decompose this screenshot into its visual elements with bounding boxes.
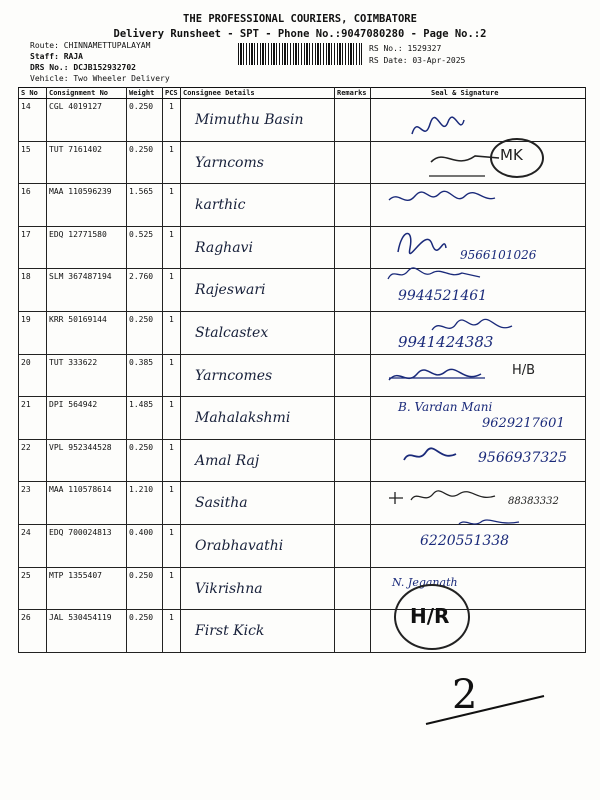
consignee-name: First Kick [195, 623, 265, 640]
cell-sno: 26 [19, 610, 47, 653]
rs-date-label: RS Date: [369, 56, 408, 65]
hr-stamp: H/R [410, 604, 450, 628]
cell-remarks [335, 354, 371, 397]
drs-value: DCJB152932702 [73, 63, 136, 72]
phone-row-20: 9941424383 [398, 333, 494, 351]
route-value: CHINNAMETTUPALAYAM [63, 41, 151, 50]
cell-remarks [335, 524, 371, 567]
cell-remarks [335, 141, 371, 184]
phone-row-17: 9566101026 [460, 248, 537, 262]
signature-row-21: B. Vardan Mani [398, 400, 493, 414]
cell-weight: 0.250 [127, 610, 163, 653]
consignee-name: Yarncomes [195, 367, 273, 384]
cell-consignee [181, 99, 335, 142]
cell-consignee [181, 354, 335, 397]
consignee-name: Sasitha [195, 495, 248, 512]
cell-consignment: EDQ 700024813 [47, 524, 127, 567]
mk-stamp: MK [500, 146, 523, 164]
phone-row-21: 9629217601 [482, 416, 565, 431]
consignee-name: Mahalakshmi [195, 410, 291, 427]
cell-pcs: 1 [163, 141, 181, 184]
cell-consignment: MTP 1355407 [47, 567, 127, 610]
cell-pcs: 1 [163, 99, 181, 142]
cell-consignment: DPI 564942 [47, 397, 127, 440]
cell-sno: 25 [19, 567, 47, 610]
cell-sno: 15 [19, 141, 47, 184]
cell-consignment: MAA 110578614 [47, 482, 127, 525]
page-mark-stroke [420, 690, 550, 730]
col-consignment: Consignment No [47, 88, 127, 99]
cell-sno: 14 [19, 99, 47, 142]
cell-remarks [335, 482, 371, 525]
cell-remarks [335, 610, 371, 653]
consignee-name: Vikrishna [195, 580, 263, 597]
cell-remarks [335, 184, 371, 227]
vehicle-label: Vehicle: [30, 74, 69, 83]
rs-date-value: 03-Apr-2025 [412, 56, 466, 65]
col-pcs: PCS [163, 88, 181, 99]
rs-no-line [369, 44, 441, 53]
cell-sno: 20 [19, 354, 47, 397]
signature-row-22 [400, 446, 460, 468]
cell-remarks [335, 397, 371, 440]
cell-consignee [181, 269, 335, 312]
cell-consignment: KRR 50169144 [47, 311, 127, 354]
document-subtitle: Delivery Runsheet - SPT - Phone No.:9047080280 - Page No.:2 [113, 28, 487, 40]
cell-weight: 0.400 [127, 524, 163, 567]
consignee-name: Rajeswari [195, 282, 266, 299]
cell-pcs: 1 [163, 524, 181, 567]
cell-pcs: 1 [163, 610, 181, 653]
cell-pcs: 1 [163, 311, 181, 354]
cell-weight: 1.210 [127, 482, 163, 525]
consignee-name: Amal Raj [195, 452, 260, 469]
cell-sno: 19 [19, 311, 47, 354]
cell-sno: 18 [19, 269, 47, 312]
col-seal: Seal & Signature [371, 88, 586, 99]
signature-row-16 [385, 188, 505, 210]
col-remarks: Remarks [335, 88, 371, 99]
cell-pcs: 1 [163, 439, 181, 482]
hb-stamp: H/B [512, 363, 536, 378]
cell-weight: 0.385 [127, 354, 163, 397]
table-header-row [19, 88, 586, 99]
consignee-name: Stalcastex [195, 324, 269, 341]
cell-consignee [181, 226, 335, 269]
col-weight: Weight [127, 88, 163, 99]
signature-row-25: N. Jeganath [392, 576, 458, 589]
drs-label: DRS No.: [30, 63, 69, 72]
cell-consignee [181, 524, 335, 567]
cell-consignee [181, 311, 335, 354]
cell-sno: 17 [19, 226, 47, 269]
cell-pcs: 1 [163, 397, 181, 440]
rs-no-value: 1529327 [407, 44, 442, 53]
cell-remarks [335, 439, 371, 482]
cell-remarks [335, 99, 371, 142]
cell-weight: 0.250 [127, 141, 163, 184]
col-sno: S No [19, 88, 47, 99]
cell-seal [371, 99, 586, 142]
cell-remarks [335, 311, 371, 354]
signature-row-23 [385, 486, 501, 506]
cell-weight: 2.760 [127, 269, 163, 312]
phone-row-22: 9566937325 [478, 450, 568, 466]
cell-pcs: 1 [163, 226, 181, 269]
cell-consignment: SLM 367487194 [47, 269, 127, 312]
cell-pcs: 1 [163, 184, 181, 227]
cell-pcs: 1 [163, 269, 181, 312]
barcode [238, 43, 362, 65]
cell-consignee [181, 141, 335, 184]
table-row [19, 567, 586, 610]
cell-remarks [335, 269, 371, 312]
cell-weight: 1.485 [127, 397, 163, 440]
cell-weight: 0.250 [127, 311, 163, 354]
consignee-name: Orabhavathi [195, 537, 284, 554]
cell-sno: 16 [19, 184, 47, 227]
phone-row-23: 88383332 [508, 496, 559, 507]
cell-weight: 0.250 [127, 439, 163, 482]
cell-pcs: 1 [163, 354, 181, 397]
cell-pcs: 1 [163, 567, 181, 610]
cell-sno: 23 [19, 482, 47, 525]
cell-weight: 0.525 [127, 226, 163, 269]
rs-no-label: RS No.: [369, 44, 403, 53]
cell-sno: 24 [19, 524, 47, 567]
cell-consignment: MAA 110596239 [47, 184, 127, 227]
table-row [19, 99, 586, 142]
route-line [30, 41, 150, 50]
cell-consignee [181, 397, 335, 440]
staff-value: RAJA [63, 52, 83, 61]
cell-consignee [181, 482, 335, 525]
rs-date-line [369, 56, 465, 65]
signature-row-17 [392, 224, 452, 258]
consignee-name: karthic [195, 197, 246, 214]
cell-weight: 0.250 [127, 567, 163, 610]
signature-row-20 [385, 364, 505, 388]
table-row [19, 610, 586, 653]
table-row [19, 269, 586, 312]
consignee-name: Yarncoms [195, 154, 264, 171]
cell-consignment: TUT 333622 [47, 354, 127, 397]
cell-consignee [181, 439, 335, 482]
cell-consignment: CGL 4019127 [47, 99, 127, 142]
signature-row-18 [384, 265, 484, 285]
cell-weight: 0.250 [127, 99, 163, 142]
cell-remarks [335, 567, 371, 610]
staff-label: Staff: [30, 52, 59, 61]
vehicle-line [30, 74, 170, 83]
vehicle-value: Two Wheeler Delivery [73, 74, 170, 83]
page-mark: 2 [452, 672, 478, 718]
consignee-name: Raghavi [195, 239, 253, 256]
cell-sno: 22 [19, 439, 47, 482]
cell-consignee [181, 567, 335, 610]
signature-row-24 [455, 516, 525, 530]
cell-weight: 1.565 [127, 184, 163, 227]
col-consignee: Consignee Details [181, 88, 335, 99]
cell-consignment: TUT 7161402 [47, 141, 127, 184]
cell-pcs: 1 [163, 482, 181, 525]
cell-consignment: VPL 952344528 [47, 439, 127, 482]
cell-remarks [335, 226, 371, 269]
cell-consignee [181, 184, 335, 227]
document-title: THE PROFESSIONAL COURIERS, COIMBATORE [183, 13, 417, 25]
staff-line [30, 52, 83, 61]
route-label: Route: [30, 41, 59, 50]
cell-consignee [181, 610, 335, 653]
phone-row-18: 9944521461 [398, 288, 488, 304]
cell-consignment: JAL 530454119 [47, 610, 127, 653]
phone-row-24: 6220551338 [420, 533, 510, 549]
cell-sno: 21 [19, 397, 47, 440]
cell-consignment: EDQ 12771580 [47, 226, 127, 269]
drs-line [30, 63, 136, 72]
consignee-name: Mimuthu Basin [195, 112, 304, 128]
